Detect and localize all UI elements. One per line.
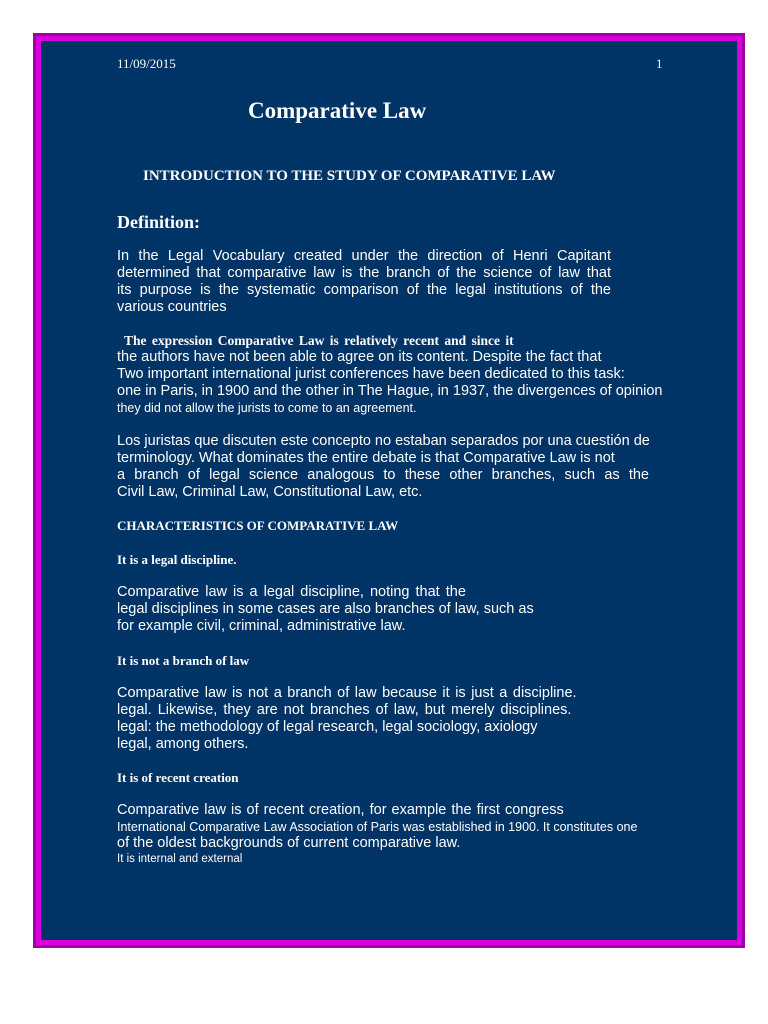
- paragraph-line: various countries: [117, 299, 227, 315]
- paragraph-line: its purpose is the systematic comparison of the legal institutions of the: [117, 282, 611, 298]
- paragraph-line: In the Legal Vocabulary created under the direction of Henri Capitant: [117, 248, 611, 264]
- paragraph-line: Comparative law is a legal discipline, noting that the: [117, 584, 466, 600]
- slide-frame: [33, 33, 745, 948]
- paragraph-line: legal, among others.: [117, 736, 249, 752]
- slide-page: [41, 41, 737, 940]
- paragraph-line: for example civil, criminal, administrative law.: [117, 618, 406, 634]
- paragraph-line: It is internal and external: [117, 853, 243, 865]
- paragraph-line: Civil Law, Criminal Law, Constitutional Law, etc.: [117, 484, 423, 500]
- slide-date: 11/09/2015: [117, 56, 176, 71]
- paragraph-line: determined that comparative law is the branch of the science of law that: [117, 265, 611, 281]
- definition-heading: Definition:: [117, 212, 200, 232]
- paragraph-line: terminology. What dominates the entire debate is that Comparative Law is not: [117, 450, 615, 466]
- page-title: Comparative Law: [248, 98, 427, 123]
- expression-paragraph: [117, 332, 662, 416]
- paragraph-line: legal. Likewise, they are not branches of law, but merely disciplines.: [117, 702, 572, 718]
- paragraph-line: legal disciplines in some cases are also branches of law, such as: [117, 601, 534, 617]
- paragraph-line: Comparative law is not a branch of law because it is just a discipline.: [117, 685, 577, 701]
- page-number: 1: [656, 56, 663, 71]
- paragraph-line: one in Paris, in 1900 and the other in The Hague, in 1937, the divergences of opinion: [117, 383, 663, 399]
- paragraph-line: they did not allow the jurists to come to an agreement.: [117, 401, 417, 415]
- section-heading: It is of recent creation: [117, 770, 239, 785]
- section-heading: It is not a branch of law: [117, 653, 250, 668]
- paragraph-line: the authors have not been able to agree on its content. Despite the fact that: [117, 349, 602, 365]
- paragraph-line: International Comparative Law Association of Paris was established in 1900. It constitutes one: [117, 820, 638, 834]
- paragraph-line: The expression Comparative Law is relatively recent and since it: [124, 333, 514, 348]
- section-paragraph: [117, 584, 534, 635]
- section-paragraph: [117, 802, 637, 866]
- paragraph-line: legal: the methodology of legal research, legal sociology, axiology: [117, 719, 538, 735]
- section-paragraph: [117, 685, 577, 753]
- juristas-paragraph: [117, 433, 650, 501]
- page-subtitle: INTRODUCTION TO THE STUDY OF COMPARATIVE LAW: [143, 168, 556, 184]
- paragraph-line: Comparative law is of recent creation, for example the first congress: [117, 802, 564, 818]
- section-heading: It is a legal discipline.: [117, 552, 237, 567]
- definition-paragraph: [117, 248, 611, 316]
- paragraph-line: of the oldest backgrounds of current comparative law.: [117, 835, 461, 851]
- paragraph-line: Los juristas que discuten este concepto no estaban separados por una cuestión de: [117, 433, 650, 449]
- paragraph-line: Two important international jurist conferences have been dedicated to this task:: [117, 366, 625, 382]
- characteristics-heading: CHARACTERISTICS OF COMPARATIVE LAW: [117, 518, 399, 533]
- paragraph-line: a branch of legal science analogous to these other branches, such as the: [117, 467, 649, 483]
